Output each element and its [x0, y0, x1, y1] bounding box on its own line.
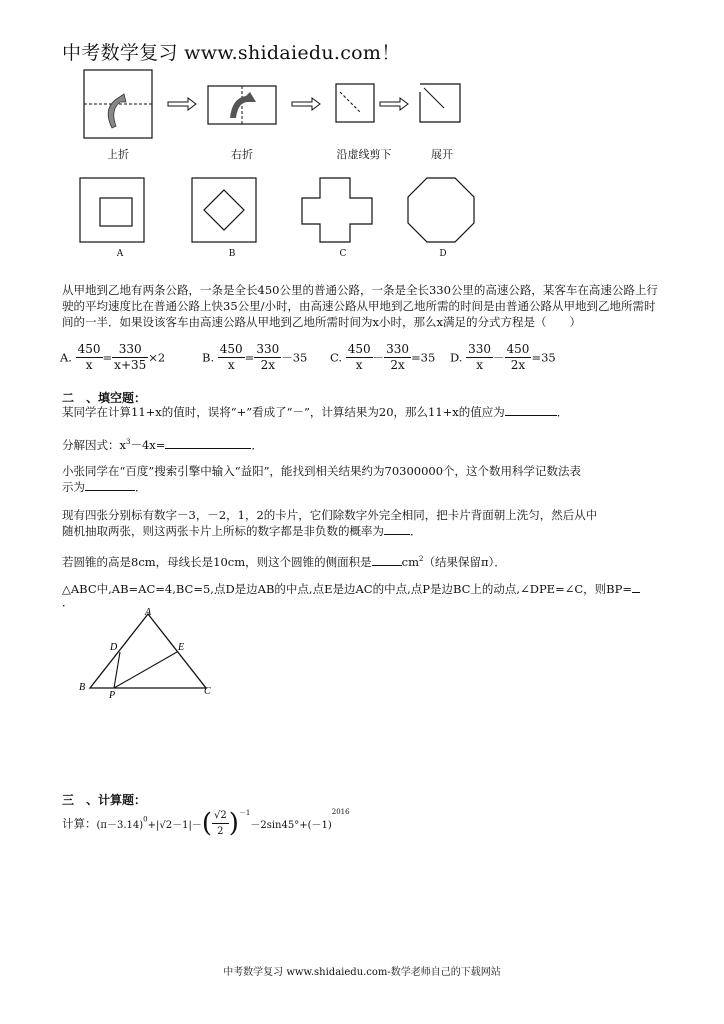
- fill-q3-blank[interactable]: [85, 479, 135, 491]
- fill-q6-text: △ABC中,AB=AC=4,BC=5,点D是边AB的中点,点E是边AC的中点,点P是边BC上的动点,∠DPE=∠C，则BP=: [62, 582, 632, 596]
- fill-q1: [62, 404, 662, 420]
- option-d-label: D.: [450, 350, 463, 365]
- option-d-num1: 330: [468, 342, 492, 356]
- option-c-num2: 330: [386, 342, 410, 356]
- fill-q3-line1: 小张同学在“百度”搜索引擎中输入“益阳”，能找到相关结果约为70300000个，这个数用科学记数法表: [62, 464, 582, 478]
- option-b-eq: =: [244, 350, 255, 365]
- option-c-num1: 450: [347, 342, 371, 356]
- step-caption-1: 上折: [107, 148, 129, 161]
- step-arrow-3: [380, 98, 408, 110]
- label-c: C: [204, 686, 211, 697]
- fill-q5-unit: cm: [401, 554, 419, 569]
- option-d[interactable]: [450, 342, 556, 373]
- answer-shapes-figure: [60, 176, 480, 246]
- fill-q6-dot: ．: [62, 595, 74, 609]
- option-a-den2: x+35: [114, 358, 147, 372]
- shape-a-outer: [80, 178, 144, 242]
- option-c-den2: 2x: [390, 358, 405, 372]
- answer-label-b: B: [228, 249, 236, 259]
- fill-q1-text: 某同学在计算11+x的值时，误将“+”看成了“－”，计算结果为20，那么11+x的值应为: [62, 405, 505, 419]
- option-b-tail: －35: [281, 350, 308, 365]
- label-p: P: [109, 690, 116, 700]
- option-d-frac2: [505, 342, 532, 373]
- calc-t1-sup: 0: [143, 815, 148, 824]
- option-d-tail: =35: [531, 350, 556, 365]
- question-road-options: [60, 342, 660, 376]
- fold-curved-arrow-2: [230, 92, 256, 118]
- fill-q5-sup: 2: [419, 555, 424, 563]
- label-d: D: [110, 642, 118, 653]
- unfold-diagonal: [424, 88, 444, 108]
- option-c-den1: x: [355, 358, 363, 372]
- fill-q3-end: ．: [135, 480, 147, 494]
- option-d-frac1: [466, 342, 493, 373]
- step-arrow-2: [292, 98, 320, 110]
- fill-q4-end: ．: [410, 524, 422, 538]
- option-b-frac2: [254, 342, 281, 373]
- calc-paren-open: (: [201, 808, 212, 839]
- step-caption-3: 沿虚线剪下: [336, 148, 392, 161]
- label-a: A: [145, 607, 152, 618]
- shape-d-octagon: [408, 178, 474, 242]
- option-b-frac1: [218, 342, 245, 373]
- option-b-num1: 450: [219, 342, 243, 356]
- fill-q4-blank[interactable]: [384, 523, 410, 535]
- option-c-tail: =35: [411, 350, 436, 365]
- cut-dashed-line: [340, 92, 360, 112]
- option-b[interactable]: [202, 342, 307, 373]
- question-road-text: 从甲地到乙地有两条公路，一条是全长450公里的普通公路，一条是全长330公里的高速公路，某客车在高速公路上行驶的平均速度比在普通公路上快35公里/小时，由高速公路从甲地到乙地所需的时间是由普通公路从甲地到乙地所需时间的一半．如果设该客车由高速公路从甲地到乙地所需时间为x小时，那么x满足的分式方程是（ ）: [62, 283, 658, 329]
- option-a-num2: 330: [112, 342, 148, 358]
- fill-q5-prefix: 若圆锥的高是8cm，母线长是10cm，则这个圆锥的侧面积是: [62, 554, 372, 569]
- calc-t2: +|√2－1|－: [147, 820, 202, 831]
- option-d-eq: －: [493, 350, 505, 365]
- option-d-den2: 2x: [510, 358, 526, 372]
- segment-dp: [114, 652, 120, 688]
- triangle-abc: [90, 614, 206, 688]
- option-b-num2: 330: [256, 342, 280, 356]
- step-arrow-1: [168, 98, 196, 110]
- fill-q4: [62, 507, 662, 539]
- answer-label-d: D: [439, 249, 447, 259]
- answer-label-a: A: [116, 249, 124, 259]
- option-c[interactable]: [330, 342, 435, 373]
- fill-q5-suffix: （结果保留π）．: [423, 554, 506, 569]
- fill-q2-end: ．: [251, 437, 263, 452]
- option-b-label: B.: [202, 350, 215, 365]
- fold-curved-arrow-1: [108, 94, 126, 128]
- option-a-num1: 450: [77, 342, 101, 356]
- calc-t3-sup: －1: [238, 809, 251, 817]
- shape-b-outer: [192, 178, 256, 242]
- fill-q2-sup: 3: [126, 438, 131, 446]
- option-a-frac1: [76, 342, 103, 373]
- option-a-label: A.: [60, 350, 72, 365]
- option-a[interactable]: [60, 342, 165, 373]
- page-header: 中考数学复习 www.shidaiedu.com！: [62, 42, 401, 64]
- fill-q1-blank[interactable]: [505, 404, 557, 416]
- fill-q2-suffix: －4x=: [130, 437, 166, 452]
- step-caption-4: 展开: [431, 148, 453, 161]
- calc-t4-sup: 2016: [331, 808, 350, 816]
- option-b-den2: 2x: [260, 358, 275, 372]
- calc-frac-num: √2: [212, 808, 229, 824]
- calc-paren-close: ): [228, 808, 239, 839]
- calc-t4: －2sin45°+(－1): [250, 820, 332, 831]
- calc-frac: [212, 808, 229, 839]
- fill-q6-blank[interactable]: [632, 581, 640, 593]
- calc-frac-den: 2: [217, 826, 224, 837]
- option-d-num2: 450: [506, 342, 530, 356]
- fill-q3-line2: 示为: [62, 480, 85, 494]
- fill-q5: [62, 551, 662, 570]
- label-b: B: [79, 682, 86, 693]
- option-c-frac2: [384, 342, 411, 373]
- calc-prefix: 计算：: [62, 816, 97, 831]
- section2-title: 二 、填空题：: [62, 391, 147, 405]
- fill-q5-blank[interactable]: [372, 554, 402, 566]
- calc-t1: (π－3.14): [96, 820, 144, 831]
- option-a-den1: x: [85, 358, 93, 372]
- calc-expression: [62, 808, 382, 852]
- fold-square-3: [336, 84, 374, 122]
- fill-q2-blank[interactable]: [165, 437, 251, 449]
- triangle-figure: [78, 606, 218, 700]
- option-a-eq: =: [102, 350, 113, 365]
- option-c-label: C.: [330, 350, 343, 365]
- shape-c-cross: [302, 178, 372, 242]
- section3-title: 三 、计算题：: [62, 793, 147, 807]
- fill-q1-end: ．: [556, 405, 569, 419]
- option-a-tail: ×2: [148, 350, 166, 365]
- option-b-den1: x: [227, 358, 235, 372]
- shape-a-inner: [100, 198, 132, 226]
- fill-q3: [62, 463, 662, 495]
- page-footer: 中考数学复习 www.shidaiedu.com-数学老师自己的下载网站: [223, 967, 501, 978]
- label-e: E: [178, 642, 185, 653]
- fill-q4-line2: 随机抽取两张，则这两张卡片上所标的数字都是非负数的概率为: [62, 524, 384, 538]
- fill-q4-line1: 现有四张分别标有数字－3，－2，1，2的卡片，它们除数字外完全相同，把卡片背面朝上洗匀，然后从中: [62, 508, 598, 522]
- fill-q6: [62, 581, 662, 607]
- segment-pe: [114, 652, 177, 688]
- answer-label-c: C: [339, 249, 347, 259]
- option-c-frac1: [346, 342, 373, 373]
- option-a-frac2: [112, 342, 148, 373]
- step-caption-2: 右折: [231, 148, 253, 161]
- fill-q2-prefix: 分解因式：x: [62, 437, 126, 452]
- fill-q2: [62, 434, 662, 453]
- option-d-den1: x: [476, 358, 483, 372]
- shape-b-inner: [204, 190, 244, 230]
- option-c-eq: －: [372, 350, 385, 365]
